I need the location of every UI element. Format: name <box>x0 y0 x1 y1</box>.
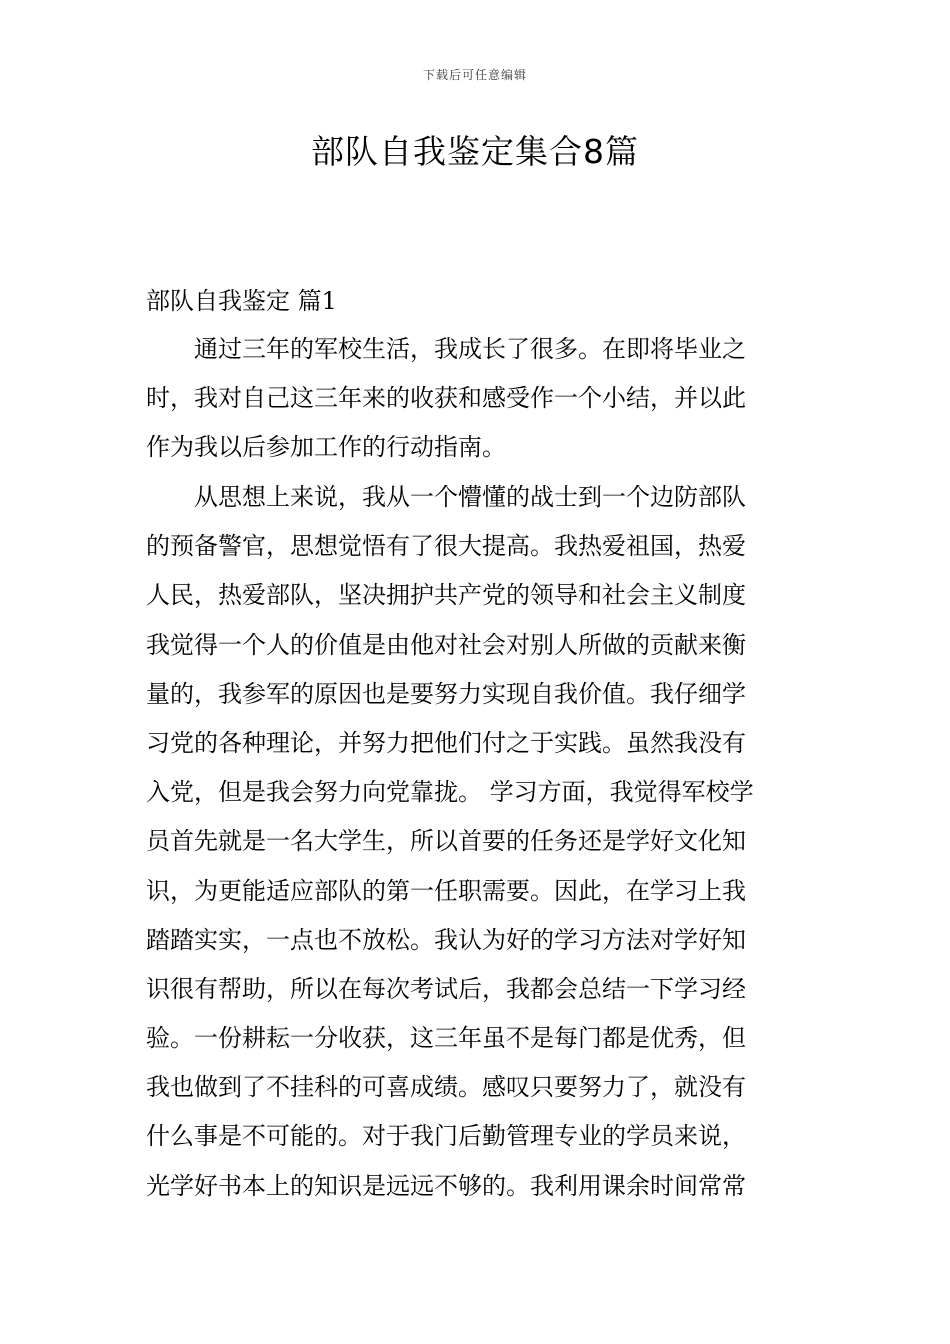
text-line: 光学好书本上的知识是远远不够的。我利用课余时间常常 <box>146 1171 746 1200</box>
text-line: 识，为更能适应部队的第一任职需要。因此，在学习上我 <box>146 876 746 905</box>
section-heading: 部队自我鉴定 篇1 <box>146 287 337 315</box>
text-line: 验。一份耕耘一分收获，这三年虽不是每门都是优秀，但 <box>146 1024 746 1053</box>
text-line: 我觉得一个人的价值是由他对社会对别人所做的贡献来衡 <box>146 630 746 659</box>
text-line: 人民，热爱部队，坚决拥护共产党的领导和社会主义制度 <box>146 581 746 610</box>
text-line: 通过三年的军校生活，我成长了很多。在即将毕业之 <box>146 335 746 363</box>
paragraph-2 <box>146 473 806 1211</box>
text-line: 踏踏实实，一点也不放松。我认为好的学习方法对学好知 <box>146 925 746 954</box>
text-line: 入党，但是我会努力向党靠拢。 学习方面，我觉得军校学 <box>146 778 754 807</box>
text-line: 从思想上来说，我从一个懵懂的战士到一个边防部队 <box>146 483 746 511</box>
paragraph-1 <box>146 325 806 473</box>
text-line: 识很有帮助，所以在每次考试后，我都会总结一下学习经 <box>146 974 746 1003</box>
text-line: 员首先就是一名大学生，所以首要的任务还是学好文化知 <box>146 827 746 856</box>
text-line: 什么事是不可能的。对于我门后勤管理专业的学员来说， <box>146 1122 746 1151</box>
text-line: 习党的各种理论，并努力把他们付之于实践。虽然我没有 <box>146 728 746 757</box>
page-header-note: 下载后可任意编辑 <box>422 68 527 82</box>
text-line: 量的，我参军的原因也是要努力实现自我价值。我仔细学 <box>146 679 746 708</box>
text-line: 的预备警官，思想觉悟有了很大提高。我热爱祖国，热爱 <box>146 532 746 561</box>
text-line: 我也做到了不挂科的可喜成绩。感叹只要努力了，就没有 <box>146 1073 746 1102</box>
document-title: 部队自我鉴定集合8篇 <box>311 132 639 171</box>
text-line: 时，我对自己这三年来的收获和感受作一个小结，并以此 <box>146 384 746 413</box>
text-line: 作为我以后参加工作的行动指南。 <box>146 433 506 462</box>
